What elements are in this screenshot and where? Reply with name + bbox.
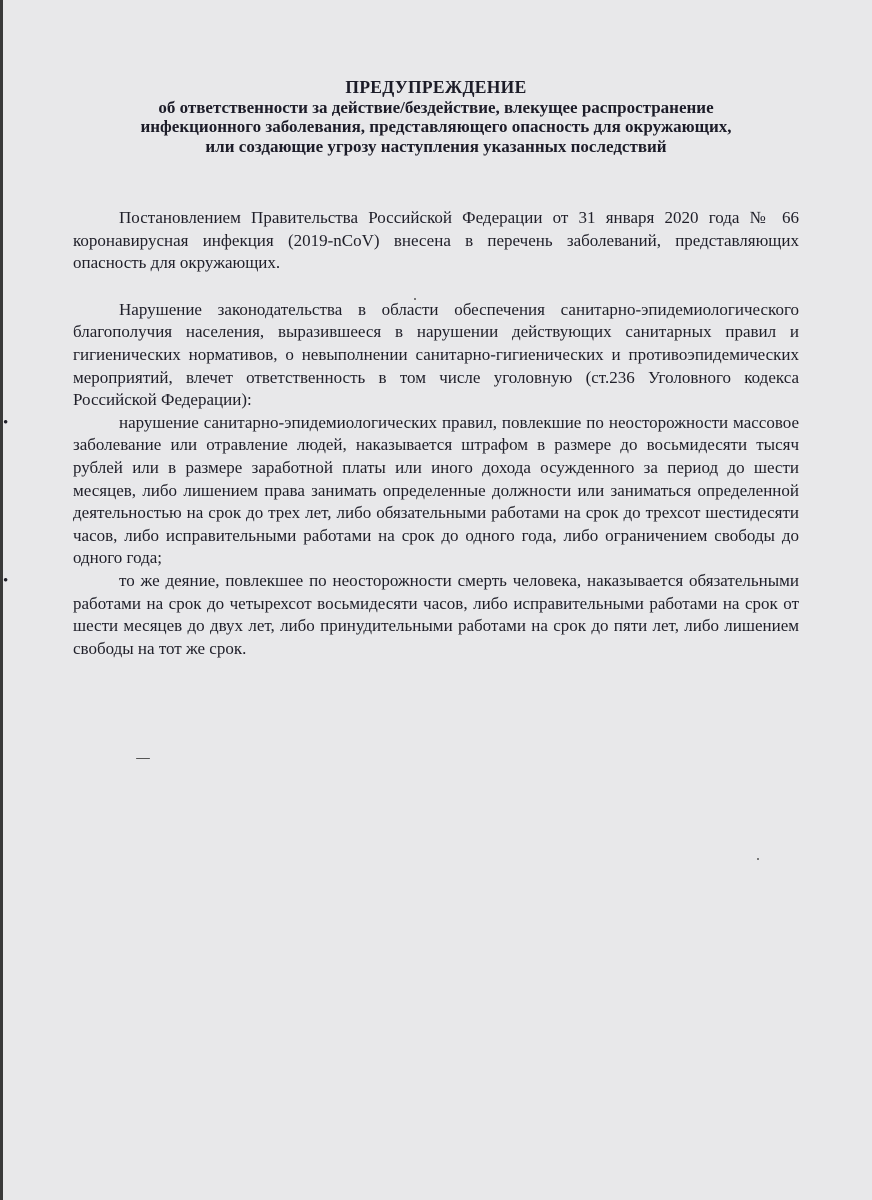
list-item xyxy=(3,570,799,660)
paragraph-violation: Нарушение законодательства в области обеспечения санитарно-эпидемиологического благополучия населения, выразившееся в нарушении действующих санитарных правил и гигиенических нормативов, о невыполнении санитарно-гигиенических и противоэпидемических мероприятий, влечет ответственность в том числе уголовную (ст.236 Уголовного кодекса Российской Федерации): xyxy=(73,299,799,410)
document-body xyxy=(3,207,799,660)
list-item xyxy=(3,412,799,570)
penalties-list xyxy=(3,412,799,661)
document-heading xyxy=(80,78,792,156)
document-subtitle-line-2: инфекционного заболевания, представляющего опасность для окружающих, xyxy=(140,117,732,136)
scan-speck xyxy=(136,758,150,759)
list-item-text: то же деяние, повлекшее по неосторожности смерть человека, наказывается обязательными работами на срок до четырехсот восьмидесяти часов, либо исправительными работами на срок от шести месяцев до двух лет, либо принудительными работами на срок до пяти лет, либо лишением свободы на тот же срок. xyxy=(73,570,799,658)
scan-edge-shadow xyxy=(0,0,3,1200)
document-subtitle-line-1: об ответственности за действие/бездействие, влекущее распространение xyxy=(158,97,714,117)
document-title: ПРЕДУПРЕЖДЕНИЕ xyxy=(345,77,527,97)
document-subtitle-line-3: или создающие угрозу наступления указанных последствий xyxy=(205,136,667,156)
scan-speck xyxy=(757,858,759,860)
list-item-text: нарушение санитарно-эпидемиологических правил, повлекшие по неосторожности массовое заболевание или отравление людей, наказывается штрафом в размере до восьмидесяти тысяч рублей или в размере заработной платы или иного дохода осужденного за период до шести месяцев, либо лишением права занимать определенные должности или заниматься определенной деятельностью на срок до трех лет, либо обязательными работами на срок до трехсот шестидесяти часов, либо исправительными работами на срок до одного года, либо ограничением свободы до одного года; xyxy=(73,412,799,568)
paragraph-decree: Постановлением Правительства Российской Федерации от 31 января 2020 года № 66 коронавирусная инфекция (2019-nCoV) внесена в перечень заболеваний, представляющих опасность для окружающих. xyxy=(73,208,799,273)
bullet-icon: • xyxy=(3,572,9,589)
bullet-icon: • xyxy=(3,414,9,431)
scan-speck xyxy=(414,298,416,300)
